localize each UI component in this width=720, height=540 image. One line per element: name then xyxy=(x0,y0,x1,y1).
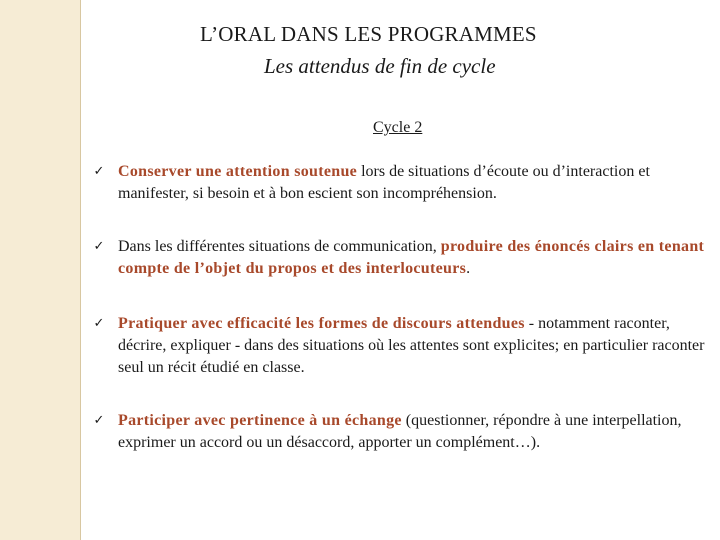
slide-subtitle: Les attendus de fin de cycle xyxy=(264,54,496,78)
bullet-text-1 xyxy=(118,161,718,205)
bullet-text-3 xyxy=(118,313,718,379)
bullet-emphasis: Pratiquer avec efficacité les formes de discours attendues xyxy=(118,315,525,332)
bullet-after: . xyxy=(466,260,471,277)
bullet-text-2 xyxy=(118,236,718,280)
bullet-text-4 xyxy=(118,410,718,454)
bullet-before: Dans les différentes situations de communication, xyxy=(118,238,441,255)
slide-title: L’ORAL DANS LES PROGRAMMES xyxy=(200,22,537,46)
check-mark-icon: ✓ xyxy=(93,239,105,254)
bullet-after: (questionner, répondre à une interpellation, exprimer un accord ou un désaccord, apporter un complément…). xyxy=(118,412,682,451)
check-mark-icon: ✓ xyxy=(93,164,105,179)
bullet-after: - notamment raconter, décrire, expliquer - dans des situations où les attentes sont explicites; en particulier raconter seul un récit étudié en classe. xyxy=(118,315,705,376)
cycle-heading: Cycle 2 xyxy=(373,119,423,136)
check-mark-icon: ✓ xyxy=(93,413,105,428)
check-mark-icon: ✓ xyxy=(93,316,105,331)
bullet-emphasis: Conserver une attention soutenue xyxy=(118,163,358,180)
bullet-emphasis: produire des énoncés clairs en tenant compte de l’objet du propos et des interlocuteurs xyxy=(118,238,705,277)
bullet-emphasis: Participer avec pertinence à un échange xyxy=(118,412,402,429)
bullet-after: lors de situations d’écoute ou d’interaction et manifester, si besoin et à bon escient son incompréhension. xyxy=(118,163,650,202)
